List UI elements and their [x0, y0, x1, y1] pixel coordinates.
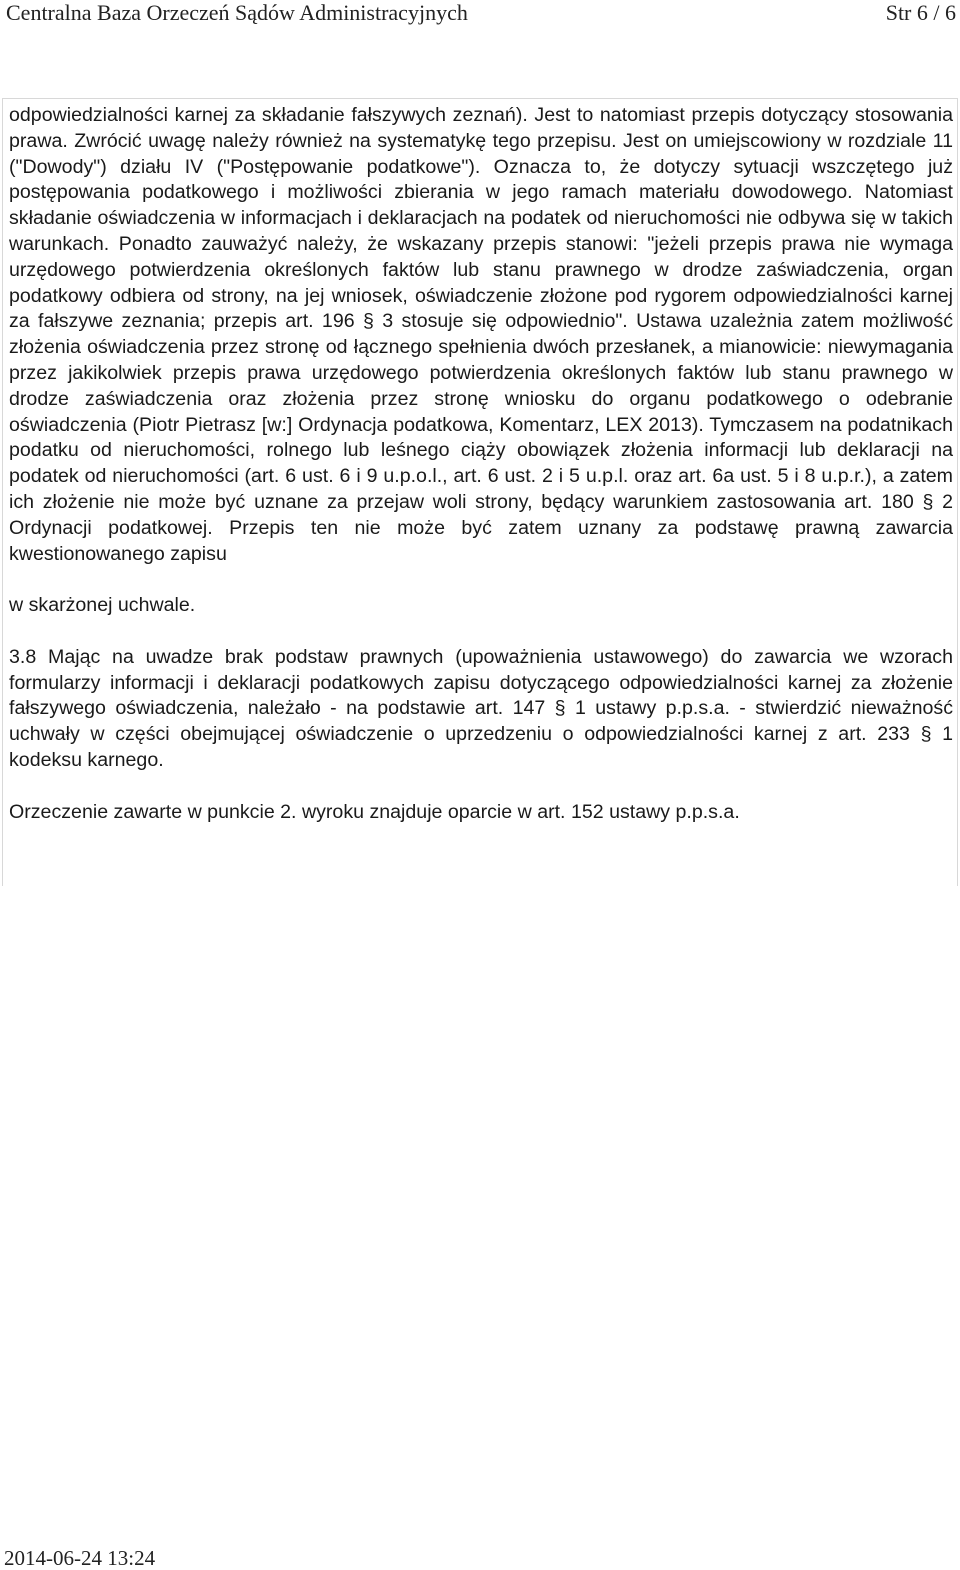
- judgment-text: [2, 98, 958, 886]
- body-paragraph: Orzeczenie zawarte w punkcie 2. wyroku znajduje oparcie w art. 152 ustawy p.p.s.a.: [9, 800, 740, 823]
- document-source-title: Centralna Baza Orzeczeń Sądów Administracyjnych: [6, 0, 468, 25]
- body-paragraph: 3.8 Mając na uwadze brak podstaw prawnych (upoważnienia ustawowego) do zawarcia we wzorach formularzy informacji i deklaracji podatkowych zapisu dotyczącego odpowiedzialności karnej za złożenie fałszywego oświadczenia, należało - na podstawie art. 147 § 1 ustawy p.p.s.a. - stwierdzić nieważność uchwały w części obejmującej oświadczenie o uprzedzeniu o odpowiedzialności karnej z art. 233 § 1 kodeksu karnego.: [9, 645, 953, 771]
- page-number: Str 6 / 6: [885, 0, 956, 25]
- page-header: [0, 0, 960, 26]
- body-paragraph: odpowiedzialności karnej za składanie fałszywych zeznań). Jest to natomiast przepis dotyczący stosowania prawa. Zwrócić uwagę należy również na systematykę tego przepisu. Jest on umiejscowiony w rozdziale 11 ("Dowody") działu IV ("Postępowanie podatkowe"). Oznacza to, że dotyczy sytuacji wszczętego już postępowania podatkowego i możliwości zbierania w jego ramach materiału dowodowego. Natomiast składanie oświadczenia w informacjach i deklaracjach na podatek od nieruchomości nie odbywa się w takich warunkach. Ponadto zauważyć należy, że wskazany przepis stanowi: "jeżeli przepis prawa nie wymaga urzędowego potwierdzenia określonych faktów lub stanu prawnego w drodze zaświadczenia, organ podatkowy odbiera od strony, na jej wniosek, oświadczenie złożone pod rygorem odpowiedzialności karnej za fałszywe zeznania; przepis art. 196 § 3 stosuje się odpowiednio". Ustawa uzależnia zatem możliwość złożenia oświadczenia przez stronę od łącznego spełnienia dwóch przesłanek, a mianowicie: niewymagania przez jakikolwiek przepis prawa urzędowego potwierdzenia określonych faktów lub stanu prawnego w drodze zaświadczenia oraz złożenia przez stronę wniosku do organu podatkowego o odebranie oświadczenia (Piotr Pietrasz [w:] Ordynacja podatkowa, Komentarz, LEX 2013). Tymczasem na podatnikach podatku od nieruchomości, rolnego lub leśnego ciąży obowiązek złożenia informacji lub deklaracji na podatek od nieruchomości (art. 6 ust. 6 i 9 u.p.o.l., art. 6 ust. 2 i 5 u.p.l. oraz art. 6a ust. 5 i 8 u.p.r.), a zatem ich złożenie nie może być uznane za przejaw woli strony, będący warunkiem zastosowania art. 180 § 2 Ordynacji podatkowej. Przepis ten nie może być zatem uznany za podstawę prawną zawarcia kwestionowanego zapisu: [9, 104, 953, 565]
- body-paragraph: w skarżonej uchwale.: [9, 594, 196, 617]
- print-timestamp: 2014-06-24 13:24: [4, 1546, 156, 1570]
